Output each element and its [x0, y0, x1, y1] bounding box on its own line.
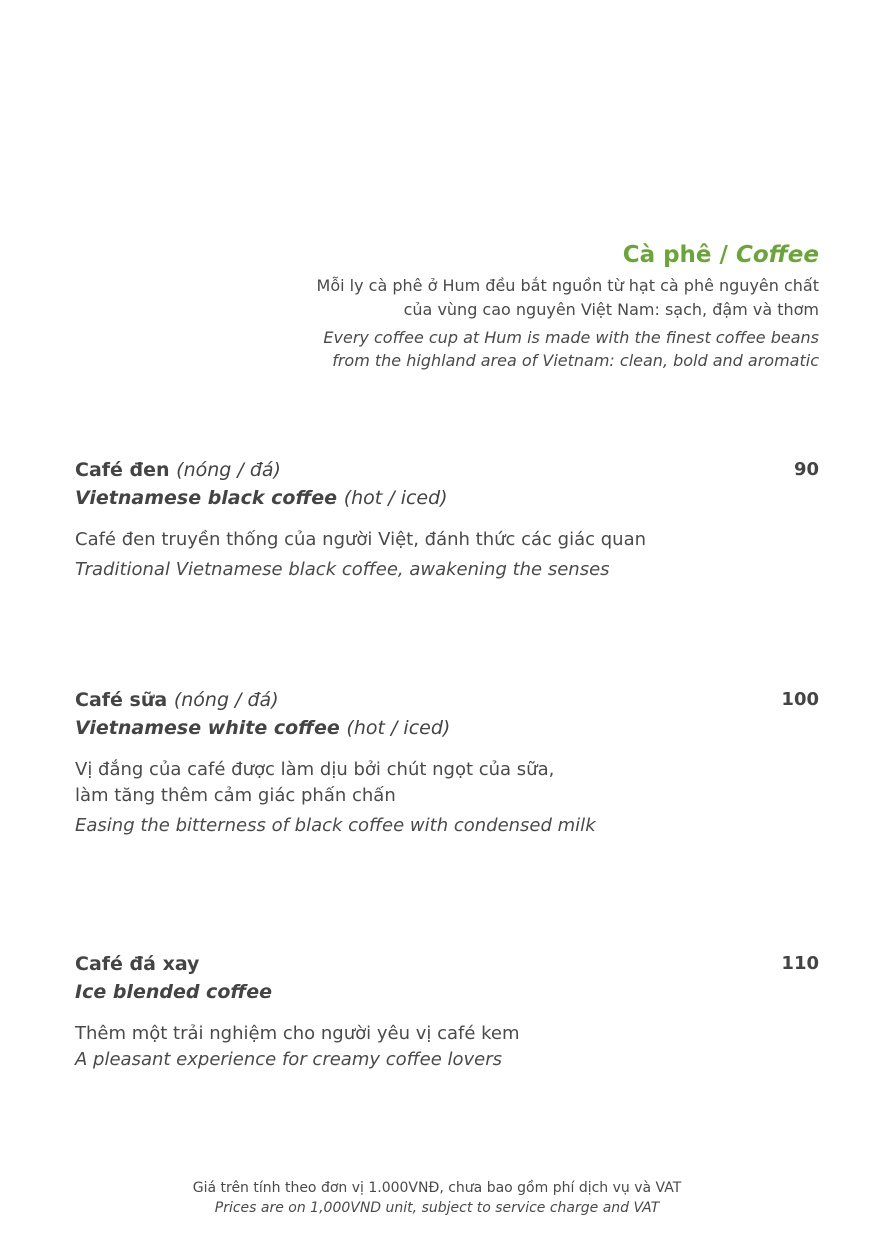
intro-en-line: from the highland area of Vietnam: clean, bold and aromatic [332, 351, 819, 370]
section-title-en: Coffee [735, 242, 819, 268]
section-title [299, 238, 819, 272]
section-title-separator: / [711, 242, 736, 268]
menu-item-black-coffee [75, 456, 819, 583]
item-variant-vi: (nóng / đá) [176, 459, 281, 481]
desc-vi-line: làm tăng thêm cảm giác phấn chấn [75, 785, 396, 806]
section-intro-en [299, 326, 819, 372]
item-name-en-text: Ice blended coffee [75, 981, 272, 1003]
intro-vi-line: Mỗi ly cà phê ở Hum đều bắt nguồn từ hạt cà phê nguyên chất [316, 276, 819, 295]
intro-vi-line: của vùng cao nguyên Việt Nam: sạch, đậm và thơm [403, 300, 819, 319]
item-name-vi [75, 950, 819, 978]
item-description-en: A pleasant experience for creamy coffee lovers [75, 1049, 503, 1070]
item-variant-en: (hot / iced) [346, 717, 451, 739]
desc-vi-line: Vị đắng của café được làm dịu bởi chút ngọt của sữa, [75, 759, 555, 780]
section-intro-vi [299, 274, 819, 322]
item-name-vi [75, 686, 819, 714]
menu-item-white-coffee [75, 686, 819, 839]
footnote-vi: Giá trên tính theo đơn vị 1.000VNĐ, chưa bao gồm phí dịch vụ và VAT [192, 1180, 682, 1196]
item-name-en-text: Vietnamese black coffee [75, 487, 338, 509]
desc-vi-line: Café đen truyền thống của người Việt, đánh thức các giác quan [75, 529, 647, 550]
item-price: 100 [781, 689, 819, 710]
item-name-en [75, 484, 819, 512]
item-description-en: Easing the bitterness of black coffee with condensed milk [75, 815, 596, 836]
menu-item-ice-blended-coffee [75, 950, 819, 1073]
item-name-vi-text: Café sữa [75, 689, 168, 711]
item-name-vi-text: Café đá xay [75, 953, 200, 975]
section-title-vi: Cà phê [622, 242, 712, 268]
item-name-vi-text: Café đen [75, 459, 170, 481]
item-price: 90 [793, 459, 819, 480]
item-name-en [75, 714, 819, 742]
footnote-en: Prices are on 1,000VND unit, subject to service charge and VAT [214, 1200, 660, 1216]
item-description-vi [75, 1021, 675, 1047]
section-header [299, 238, 819, 372]
item-variant-en: (hot / iced) [343, 487, 448, 509]
item-variant-vi: (nóng / đá) [173, 689, 279, 711]
desc-vi-line: Thêm một trải nghiệm cho người yêu vị café kem [75, 1023, 520, 1044]
item-description-vi [75, 757, 675, 809]
item-price: 110 [781, 953, 819, 974]
item-name-en-text: Vietnamese white coffee [75, 717, 340, 739]
item-name-vi [75, 456, 819, 484]
item-description-vi [75, 527, 675, 553]
item-name-en [75, 978, 819, 1006]
price-footnote [0, 1178, 874, 1218]
intro-en-line: Every coffee cup at Hum is made with the finest coffee beans [323, 328, 819, 347]
item-description-en: Traditional Vietnamese black coffee, awakening the senses [75, 559, 610, 580]
